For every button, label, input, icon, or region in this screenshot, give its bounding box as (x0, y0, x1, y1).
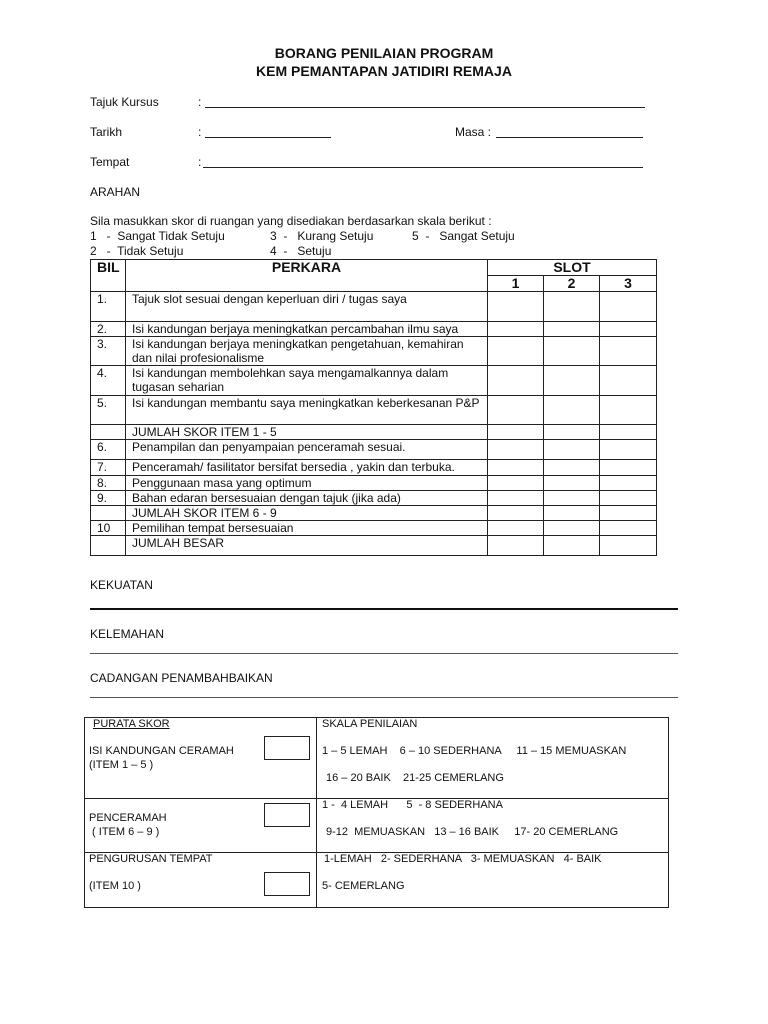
score-cell[interactable] (544, 322, 600, 337)
row-text: JUMLAH SKOR ITEM 6 - 9 (126, 506, 488, 521)
row-text: Penggunaan masa yang optimum (126, 476, 488, 491)
score-cell[interactable] (544, 491, 600, 506)
scale-row1-line2: 16 – 20 BAIK 21-25 CEMERLANG (326, 772, 504, 784)
score-cell[interactable] (488, 521, 544, 536)
score-cell[interactable] (544, 476, 600, 491)
scale-5: 5 - Sangat Setuju (412, 229, 515, 243)
score-cell[interactable] (544, 366, 600, 396)
scale-row3-line1: 1-LEMAH 2- SEDERHANA 3- MEMUASKAN 4- BAIK (324, 853, 602, 865)
tajuk-colon: : (198, 95, 202, 109)
tarikh-label: Tarikh (90, 125, 123, 139)
score-cell[interactable] (544, 521, 600, 536)
row-text: Bahan edaran bersesuaian dengan tajuk (jika ada) (126, 491, 488, 506)
masa-label: Masa : (455, 125, 492, 139)
score-cell[interactable] (488, 506, 544, 521)
row-bil: 3. (91, 337, 126, 366)
score-cell[interactable] (488, 440, 544, 460)
row-bil (91, 536, 126, 556)
slot-number: 2 (544, 276, 600, 292)
scale-row2-line2: 9-12 MEMUASKAN 13 – 16 BAIK 17- 20 CEMERLANG (326, 826, 619, 838)
row-text: JUMLAH BESAR (126, 536, 488, 556)
table-row (91, 440, 657, 460)
score-cell[interactable] (600, 425, 657, 440)
score-cell[interactable] (600, 396, 657, 425)
skala-cell-1 (317, 718, 669, 799)
perkara-header: PERKARA (126, 260, 488, 292)
table-row (91, 476, 657, 491)
table-row (91, 366, 657, 396)
table-row (91, 425, 657, 440)
row-bil (91, 506, 126, 521)
cadangan-label: CADANGAN PENAMBAHBAIKAN (90, 671, 273, 685)
score-cell[interactable] (544, 506, 600, 521)
scale-2: 2 - Tidak Setuju (90, 244, 184, 258)
scale-4: 4 - Setuju (270, 244, 332, 258)
score-cell[interactable] (544, 396, 600, 425)
pengurusan-tempat-label: PENGURUSAN TEMPAT (89, 853, 213, 865)
skala-header: SKALA PENILAIAN (322, 718, 418, 730)
table-row (91, 337, 657, 366)
evaluation-table (90, 259, 657, 556)
score-cell[interactable] (544, 460, 600, 476)
scale-row3-line2: 5- CEMERLANG (322, 880, 405, 892)
row-text: Isi kandungan berjaya meningkatkan percambahan ilmu saya (126, 322, 488, 337)
row-bil: 2. (91, 322, 126, 337)
tempat-colon: : (198, 155, 202, 169)
score-cell[interactable] (600, 521, 657, 536)
score-cell[interactable] (600, 460, 657, 476)
score-cell[interactable] (600, 491, 657, 506)
purata-cell-3 (85, 853, 317, 908)
isi-kandungan-label: ISI KANDUNGAN CERAMAH (89, 745, 234, 757)
row-text: Penampilan dan penyampaian penceramah sesuai. (126, 440, 488, 460)
tempat-field[interactable] (203, 167, 643, 168)
score-cell[interactable] (488, 425, 544, 440)
score-box-isi-kandungan[interactable] (264, 736, 310, 760)
row-bil: 6. (91, 440, 126, 460)
penceramah-items: ( ITEM 6 – 9 ) (89, 826, 160, 838)
scale-row1-line1: 1 – 5 LEMAH 6 – 10 SEDERHANA 11 – 15 MEMUASKAN (322, 745, 627, 757)
scale-1: 1 - Sangat Tidak Setuju (90, 229, 225, 243)
score-cell[interactable] (600, 366, 657, 396)
arahan-text: Sila masukkan skor di ruangan yang disediakan berdasarkan skala berikut : (90, 214, 492, 228)
tajuk-label: Tajuk Kursus (90, 95, 159, 109)
table-row (91, 491, 657, 506)
score-cell[interactable] (488, 460, 544, 476)
score-cell[interactable] (544, 292, 600, 322)
tarikh-field[interactable] (205, 137, 331, 138)
purata-cell-1 (85, 718, 317, 799)
row-text: Isi kandungan membantu saya meningkatkan keberkesanan P&P (126, 396, 488, 425)
score-cell[interactable] (600, 292, 657, 322)
row-bil: 8. (91, 476, 126, 491)
score-cell[interactable] (544, 337, 600, 366)
table-row (91, 322, 657, 337)
row-text: Pemilihan tempat bersesuaian (126, 521, 488, 536)
score-cell[interactable] (544, 425, 600, 440)
table-row (91, 506, 657, 521)
kelemahan-field[interactable] (90, 653, 678, 654)
slot-number: 3 (600, 276, 657, 292)
score-cell[interactable] (600, 322, 657, 337)
score-cell[interactable] (488, 536, 544, 556)
score-cell[interactable] (544, 536, 600, 556)
score-cell[interactable] (544, 440, 600, 460)
score-cell[interactable] (488, 366, 544, 396)
score-cell[interactable] (488, 337, 544, 366)
tempat-label: Tempat (90, 155, 130, 169)
bil-header: BIL (91, 260, 126, 292)
score-box-pengurusan-tempat[interactable] (264, 872, 310, 896)
tarikh-colon: : (198, 125, 202, 139)
pengurusan-tempat-items: (ITEM 10 ) (89, 880, 141, 892)
slot-number: 1 (488, 276, 544, 292)
purata-cell-2 (85, 799, 317, 853)
row-bil: 5. (91, 396, 126, 425)
score-cell[interactable] (600, 536, 657, 556)
score-cell[interactable] (488, 322, 544, 337)
form-subtitle: KEM PEMANTAPAN JATIDIRI REMAJA (256, 63, 512, 79)
row-text: Penceramah/ fasilitator bersifat bersedia , yakin dan terbuka. (126, 460, 488, 476)
row-bil (91, 425, 126, 440)
table-row (91, 521, 657, 536)
score-box-penceramah[interactable] (264, 803, 310, 827)
summary-table (84, 717, 669, 908)
arahan-heading: ARAHAN (90, 185, 141, 199)
kekuatan-field[interactable] (90, 608, 678, 610)
row-bil: 10 (91, 521, 126, 536)
table-row (91, 460, 657, 476)
row-bil: 1. (91, 292, 126, 322)
purata-header: PURATA SKOR (93, 718, 170, 730)
row-text: Isi kandungan membolehkan saya mengamalkannya dalam tugasan seharian (126, 366, 488, 396)
form-title: BORANG PENILAIAN PROGRAM (274, 45, 494, 61)
row-bil: 7. (91, 460, 126, 476)
masa-field[interactable] (496, 137, 643, 138)
table-row (91, 396, 657, 425)
score-cell[interactable] (488, 396, 544, 425)
score-cell[interactable] (600, 440, 657, 460)
score-cell[interactable] (488, 292, 544, 322)
cadangan-field[interactable] (90, 697, 678, 698)
row-text: Isi kandungan berjaya meningkatkan pengetahuan, kemahiran dan nilai profesionalisme (126, 337, 488, 366)
row-bil: 4. (91, 366, 126, 396)
scale-3: 3 - Kurang Setuju (270, 229, 374, 243)
scale-row2-line1: 1 - 4 LEMAH 5 - 8 SEDERHANA (322, 799, 503, 811)
tajuk-field[interactable] (205, 107, 645, 108)
score-cell[interactable] (600, 476, 657, 491)
score-cell[interactable] (488, 491, 544, 506)
kelemahan-label: KELEMAHAN (90, 627, 165, 641)
table-row (91, 292, 657, 322)
kekuatan-label: KEKUATAN (90, 578, 153, 592)
skala-cell-2 (317, 799, 669, 853)
skala-cell-3 (317, 853, 669, 908)
isi-kandungan-items: (ITEM 1 – 5 ) (89, 759, 154, 771)
row-text: JUMLAH SKOR ITEM 1 - 5 (126, 425, 488, 440)
score-cell[interactable] (488, 476, 544, 491)
penceramah-label: PENCERAMAH (89, 812, 167, 824)
score-cell[interactable] (600, 506, 657, 521)
table-row (91, 536, 657, 556)
row-bil: 9. (91, 491, 126, 506)
row-text: Tajuk slot sesuai dengan keperluan diri / tugas saya (126, 292, 488, 322)
score-cell[interactable] (600, 337, 657, 366)
slot-header: SLOT (488, 260, 657, 276)
